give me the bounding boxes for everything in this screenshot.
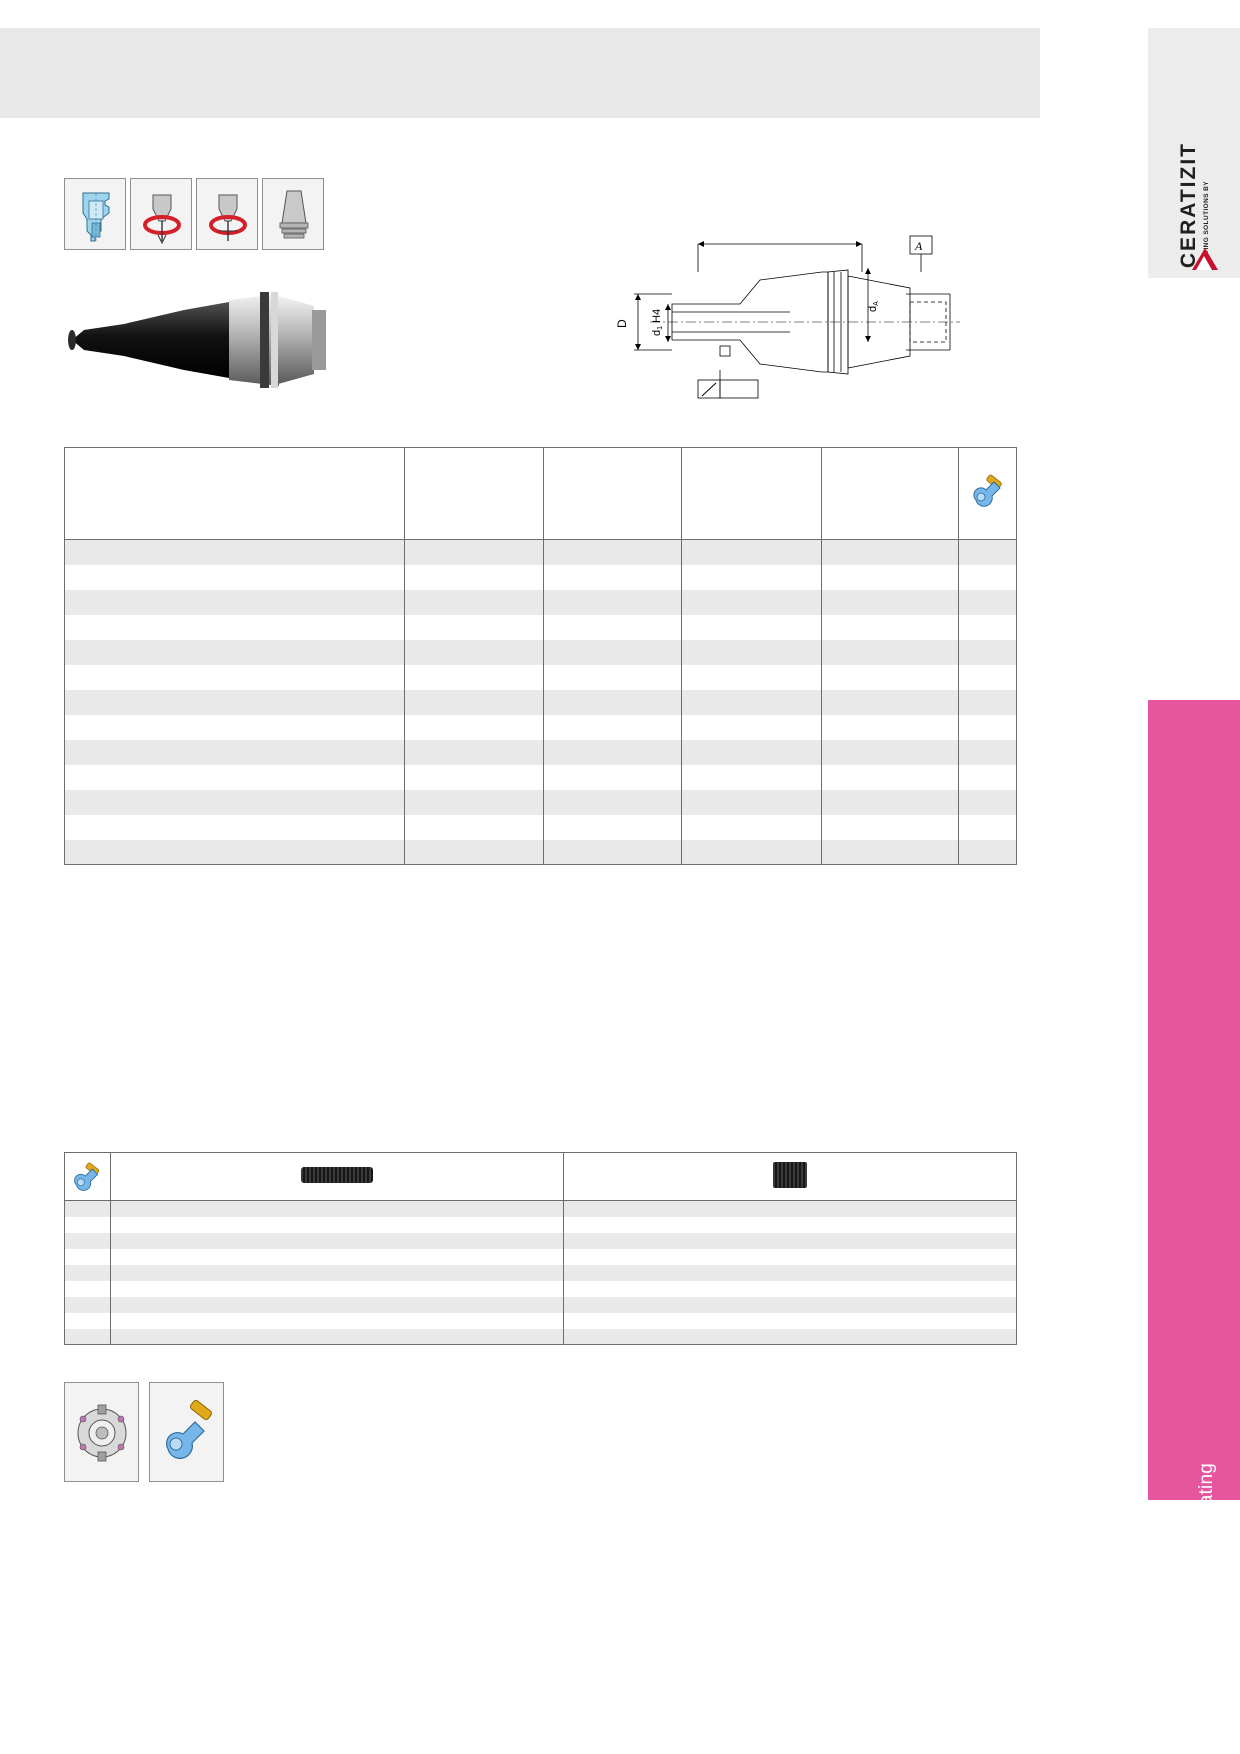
cell-e [822,590,959,615]
col-header-screw-icon [959,448,1017,540]
screw-cell-code [65,1249,111,1265]
technical-drawing [610,232,1030,412]
screw-cell-short [563,1281,1017,1297]
cell-designation [65,715,405,740]
cell-designation [65,615,405,640]
brand-triangle-inner-icon [1196,256,1212,270]
screw-cell-short [563,1265,1017,1281]
table-body [65,540,1017,865]
screw-cell-long [110,1297,563,1313]
cell-c [544,665,682,690]
icon-box-spindle-face [64,1382,139,1482]
table-row[interactable] [65,615,1017,640]
cell-screw [959,715,1017,740]
cell-d [682,815,822,840]
table-row[interactable] [65,590,1017,615]
cell-b [404,615,544,640]
screw-cell-code [65,1281,111,1297]
screw-cell-long [110,1201,563,1217]
cell-e [822,665,959,690]
cell-e [822,615,959,640]
cell-designation [65,665,405,690]
side-tab-label-bold: Spindle nose tools [1196,1551,1217,1724]
screw-tool-icon [150,1383,225,1483]
screw-cell-code [65,1297,111,1313]
section-side-tab-label [1196,1463,1218,1724]
table-row[interactable] [65,690,1017,715]
table-row[interactable] [65,715,1017,740]
cell-d [682,690,822,715]
table-row[interactable] [65,840,1017,865]
screw-cell-short [563,1233,1017,1249]
screw-cell-long [110,1281,563,1297]
icon-box-screw-tool [149,1382,224,1482]
icon-box-coolant-through [130,178,192,250]
screw-cell-short [563,1249,1017,1265]
section-side-tab [1148,700,1240,1500]
icon-box-taper-shank [262,178,324,250]
screw-cell-long [110,1233,563,1249]
cell-c [544,840,682,865]
screw-col-header-short [563,1153,1017,1201]
drawing-dim-D: D [615,319,629,328]
table-row[interactable] [65,540,1017,565]
cell-designation [65,565,405,590]
brand-tagline: CUTTING SOLUTIONS BY [1202,180,1210,268]
list-item[interactable] [65,1281,1017,1297]
col-header-c [544,448,682,540]
cell-e [822,740,959,765]
cell-c [544,540,682,565]
cell-designation [65,765,405,790]
cell-screw [959,640,1017,665]
icon-box-holder-section [64,178,126,250]
screw-cell-code [65,1313,111,1329]
spindle-face-icon [65,1383,140,1483]
cell-e [822,840,959,865]
cell-b [404,540,544,565]
side-tab-label-thin: / Rotating [1196,1462,1217,1552]
screw-cell-short [563,1297,1017,1313]
coolant-through-icon [131,179,193,251]
list-item[interactable] [65,1249,1017,1265]
screw-cell-long [110,1329,563,1345]
screw-icon [970,474,1006,508]
col-header-b [404,448,544,540]
cell-b [404,640,544,665]
cell-screw [959,790,1017,815]
cell-screw [959,590,1017,615]
cell-designation [65,790,405,815]
cell-designation [65,540,405,565]
cell-d [682,840,822,865]
cell-screw [959,540,1017,565]
screw-cell-code [65,1201,111,1217]
screw-table-body [65,1201,1017,1345]
footer-icon-row [64,1382,224,1482]
cell-d [682,590,822,615]
list-item[interactable] [65,1201,1017,1217]
screw-cell-short [563,1313,1017,1329]
cell-designation [65,840,405,865]
cell-c [544,790,682,815]
screw-cell-short [563,1201,1017,1217]
cell-d [682,540,822,565]
cell-b [404,690,544,715]
cell-b [404,765,544,790]
table-row[interactable] [65,790,1017,815]
brand-logo [1166,118,1220,268]
cell-e [822,690,959,715]
table-row[interactable] [65,640,1017,665]
cell-c [544,640,682,665]
col-header-d [682,448,822,540]
table-row[interactable] [65,665,1017,690]
screw-cell-code [65,1233,111,1249]
cell-d [682,615,822,640]
product-photo [64,280,334,395]
cell-d [682,665,822,690]
screw-table-header-row [65,1153,1017,1201]
cell-screw [959,615,1017,640]
cell-b [404,815,544,840]
cell-c [544,590,682,615]
list-item[interactable] [65,1329,1017,1345]
cell-b [404,665,544,690]
list-item[interactable] [65,1217,1017,1233]
cell-d [682,640,822,665]
holder-section-icon [65,179,127,251]
cell-d [682,715,822,740]
list-item[interactable] [65,1297,1017,1313]
icon-box-coolant-side [196,178,258,250]
cell-b [404,740,544,765]
cell-b [404,840,544,865]
cell-c [544,765,682,790]
screw-cell-code [65,1265,111,1281]
cell-d [682,765,822,790]
cell-e [822,540,959,565]
cell-d [682,790,822,815]
table-row[interactable] [65,740,1017,765]
screw-cell-code [65,1329,111,1345]
table-header-row [65,448,1017,540]
screw-cell-long [110,1265,563,1281]
cell-e [822,815,959,840]
table-row[interactable] [65,565,1017,590]
cell-b [404,590,544,615]
screw-icon [71,1162,103,1192]
cell-c [544,615,682,640]
cell-designation [65,640,405,665]
feature-icon-row [64,178,324,250]
cell-c [544,740,682,765]
screw-short-image [773,1162,807,1188]
cell-designation [65,740,405,765]
screw-cell-long [110,1313,563,1329]
cell-c [544,690,682,715]
taper-shank-icon [263,179,325,251]
cell-screw [959,565,1017,590]
cell-screw [959,740,1017,765]
cell-d [682,740,822,765]
cell-designation [65,690,405,715]
drawing-dim-dA: dA [867,301,880,312]
cell-c [544,565,682,590]
screw-cell-short [563,1329,1017,1345]
cell-screw [959,840,1017,865]
cell-screw [959,690,1017,715]
screw-cell-long [110,1249,563,1265]
screw-long-image [301,1167,373,1183]
cell-e [822,715,959,740]
coolant-side-icon [197,179,259,251]
cell-designation [65,815,405,840]
screw-cell-short [563,1217,1017,1233]
brand-name: CERATIZIT [1176,141,1200,268]
cell-b [404,790,544,815]
cell-screw [959,815,1017,840]
col-header-e [822,448,959,540]
cell-b [404,565,544,590]
list-item[interactable] [65,1233,1017,1249]
cell-c [544,815,682,840]
screw-col-header-icon [65,1153,111,1201]
screw-cell-long [110,1217,563,1233]
cell-designation [65,590,405,615]
drawing-dim-d1: d1 H4 [651,308,664,336]
col-header-designation [65,448,405,540]
cell-d [682,565,822,590]
list-item[interactable] [65,1313,1017,1329]
cell-c [544,715,682,740]
screw-cell-code [65,1217,111,1233]
drawing-datum-label: A [915,239,923,253]
screw-col-header-long [110,1153,563,1201]
cell-e [822,640,959,665]
table-row[interactable] [65,815,1017,840]
list-item[interactable] [65,1265,1017,1281]
table-row[interactable] [65,765,1017,790]
cell-b [404,715,544,740]
product-specification-table [64,447,1017,865]
cell-screw [959,765,1017,790]
page-header-banner [0,28,1040,118]
cell-e [822,765,959,790]
screw-reference-table [64,1152,1017,1345]
cell-e [822,565,959,590]
cell-screw [959,665,1017,690]
cell-e [822,790,959,815]
